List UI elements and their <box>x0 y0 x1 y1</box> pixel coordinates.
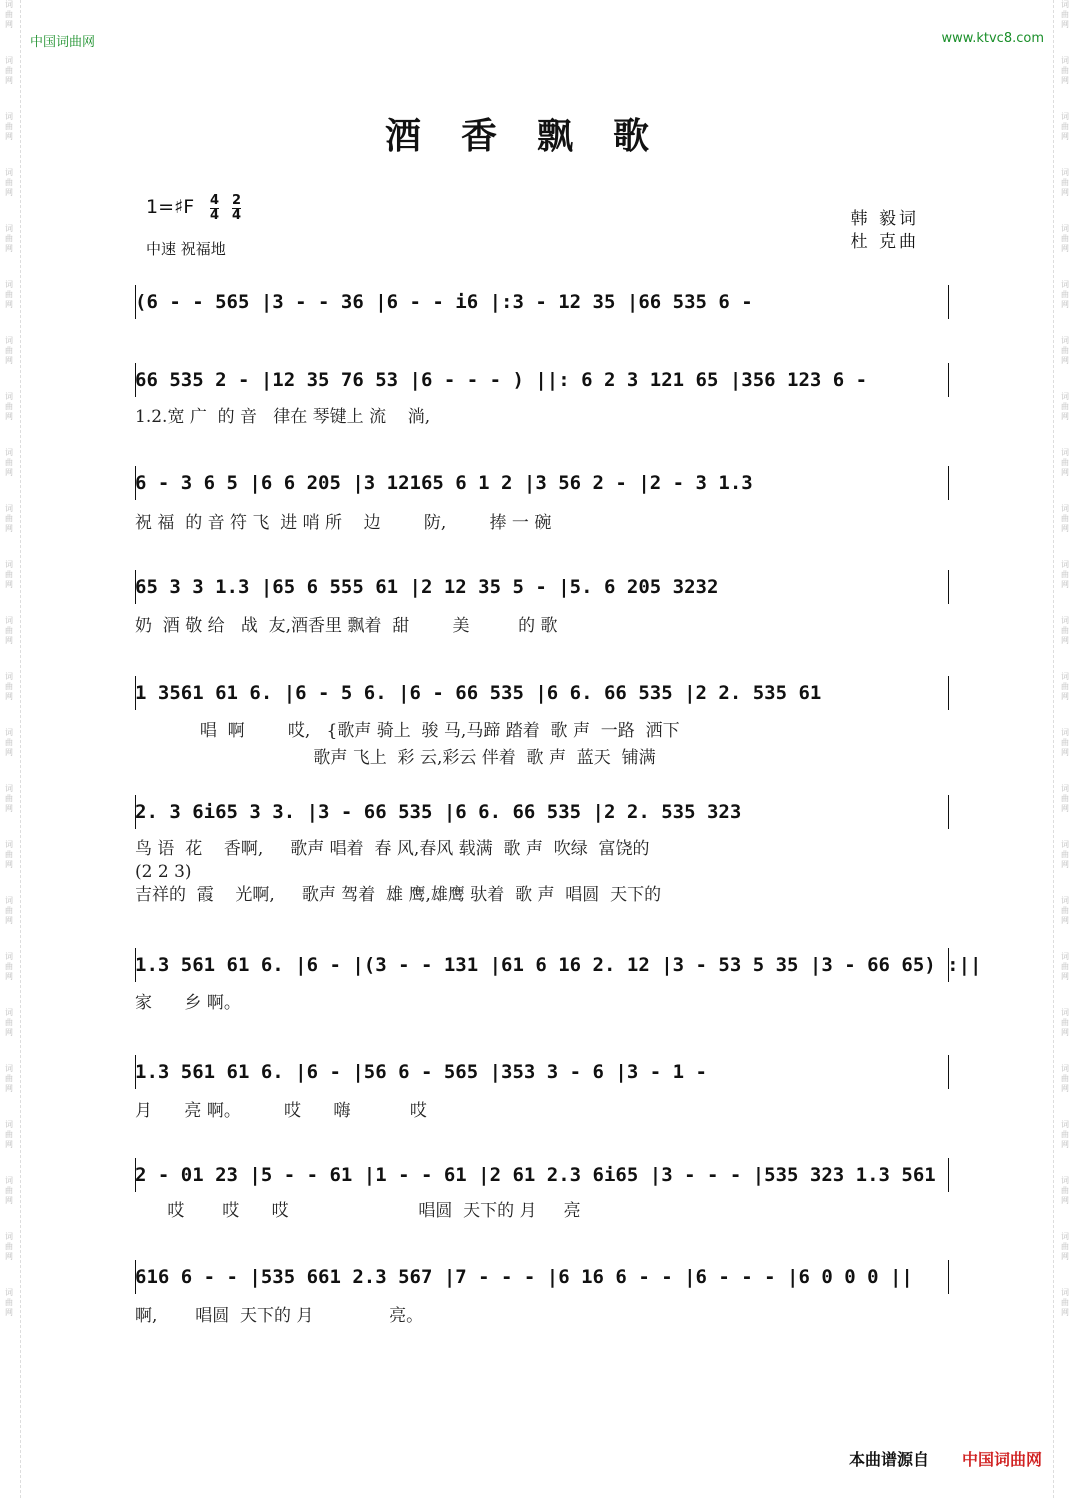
lyric-row-alt: 吉祥的 霞 光啊, 歌声 驾着 雄 鹰,雄鹰 驮着 歌 声 唱圆 天下的 <box>135 885 662 905</box>
left-watermark-column <box>2 0 16 1498</box>
lyric-row-variant: (2 2 3) <box>135 862 192 882</box>
site-url-right[interactable]: www.ktvc8.com <box>941 31 1044 46</box>
time-sig-bottom: 4 <box>210 208 220 223</box>
watermark-text: 词 曲 网 <box>5 1288 13 1317</box>
watermark-text: 词 曲 网 <box>1061 112 1069 141</box>
watermark-text: 词 曲 网 <box>5 952 13 981</box>
watermark-text: 词 曲 网 <box>1061 1176 1069 1205</box>
watermark-text: 词 曲 网 <box>5 784 13 813</box>
song-title: 酒香飘歌 <box>384 115 689 157</box>
key-signature: 1=♯F <box>146 196 195 218</box>
notation-row: 2 - 01 23 |5 - - 61 |1 - - 61 |2 61 2.3 6i65 |3 - - - |535 323 1.3 561 <box>135 1164 936 1186</box>
watermark-text: 词 曲 网 <box>1061 672 1069 701</box>
right-margin-rule <box>1053 0 1054 1498</box>
watermark-text: 词 曲 网 <box>1061 224 1069 253</box>
watermark-text: 词 曲 网 <box>5 392 13 421</box>
notation-row: 65 3 3 1.3 |65 6 555 61 |2 12 35 5 - |5. 6 205 3232 <box>135 576 719 598</box>
watermark-text: 词 曲 网 <box>5 1176 13 1205</box>
watermark-text: 词 曲 网 <box>1061 392 1069 421</box>
time-signature-2-4 <box>232 194 241 223</box>
watermark-text: 词 曲 网 <box>1061 280 1069 309</box>
watermark-text: 词 曲 网 <box>5 504 13 533</box>
time-sig-top: 4 <box>210 193 220 208</box>
notation-row: 2. 3 6i65 3 3. |3 - 66 535 |6 6. 66 535 |2 2. 535 323 <box>135 801 742 823</box>
watermark-text: 词 曲 网 <box>5 448 13 477</box>
watermark-text: 词 曲 网 <box>1061 336 1069 365</box>
watermark-text: 词 曲 网 <box>5 672 13 701</box>
watermark-text: 词 曲 网 <box>1061 784 1069 813</box>
watermark-text: 词 曲 网 <box>1061 448 1069 477</box>
notation-row: 1.3 561 61 6. |6 - |56 6 - 565 |353 3 - 6 |3 - 1 - <box>135 1061 707 1083</box>
composer-credit: 杜 克曲 <box>850 232 919 252</box>
watermark-text: 词 曲 网 <box>5 1064 13 1093</box>
watermark-text: 词 曲 网 <box>1061 1288 1069 1317</box>
notation-row: 616 6 - - |535 661 2.3 567 |7 - - - |6 16 6 - - |6 - - - |6 0 0 0 || <box>135 1266 913 1288</box>
watermark-text: 词 曲 网 <box>5 728 13 757</box>
watermark-text: 词 曲 网 <box>1061 504 1069 533</box>
lyric-row: 啊, 唱圆 天下的 月 亮。 <box>135 1306 424 1326</box>
lyric-row: 奶 酒 敬 给 战 友,酒香里 飘着 甜 美 的 歌 <box>135 616 558 636</box>
watermark-text: 词 曲 网 <box>5 336 13 365</box>
watermark-text: 词 曲 网 <box>1061 896 1069 925</box>
time-sig-top: 2 <box>232 193 242 208</box>
site-name-left[interactable]: 中国词曲网 <box>30 35 96 50</box>
watermark-text: 词 曲 网 <box>5 224 13 253</box>
watermark-text: 词 曲 网 <box>1061 728 1069 757</box>
left-margin-rule <box>20 0 21 1498</box>
notation-row: 66 535 2 - |12 35 76 53 |6 - - - ) ||: 6 2 3 121 65 |356 123 6 - <box>135 369 868 391</box>
tempo-marking: 中速 祝福地 <box>146 240 226 258</box>
watermark-text: 词 曲 网 <box>1061 1064 1069 1093</box>
lyric-row: 鸟 语 花 香啊, 歌声 唱着 春 风,春风 载满 歌 声 吹绿 富饶的 <box>135 839 650 859</box>
watermark-text: 词 曲 网 <box>1061 1232 1069 1261</box>
watermark-text: 词 曲 网 <box>5 280 13 309</box>
watermark-text: 词 曲 网 <box>1061 1008 1069 1037</box>
lyric-row: 祝 福 的 音 符 飞 进 哨 所 边 防, 捧 一 碗 <box>135 513 552 533</box>
watermark-text: 词 曲 网 <box>5 1232 13 1261</box>
watermark-text: 词 曲 网 <box>5 1008 13 1037</box>
watermark-text: 词 曲 网 <box>5 896 13 925</box>
watermark-text: 词 曲 网 <box>1061 56 1069 85</box>
right-watermark-column <box>1058 0 1072 1498</box>
watermark-text: 词 曲 网 <box>1061 840 1069 869</box>
watermark-text: 词 曲 网 <box>5 0 13 29</box>
watermark-text: 词 曲 网 <box>1061 1120 1069 1149</box>
source-brand-link[interactable]: 中国词曲网 <box>961 1450 1042 1469</box>
watermark-text: 词 曲 网 <box>5 56 13 85</box>
watermark-text: 词 曲 网 <box>5 616 13 645</box>
lyric-row: 唱 啊 哎, {歌声 骑上 骏 马,马蹄 踏着 歌 声 一路 洒下 <box>135 721 680 741</box>
watermark-text: 词 曲 网 <box>5 840 13 869</box>
lyric-row: 家 乡 啊。 <box>135 993 241 1013</box>
time-signature-4-4 <box>210 194 219 223</box>
lyric-row: 1.2.宽 广 的 音 律在 琴键上 流 淌, <box>135 407 431 427</box>
watermark-text: 词 曲 网 <box>1061 952 1069 981</box>
watermark-text: 词 曲 网 <box>5 112 13 141</box>
watermark-text: 词 曲 网 <box>1061 560 1069 589</box>
watermark-text: 词 曲 网 <box>5 1120 13 1149</box>
time-sig-bottom: 4 <box>232 208 242 223</box>
lyric-row-alt: 歌声 飞上 彩 云,彩云 伴着 歌 声 蓝天 铺满 <box>135 748 656 768</box>
watermark-text: 词 曲 网 <box>1061 616 1069 645</box>
lyric-row: 哎 哎 哎 唱圆 天下的 月 亮 <box>135 1201 581 1221</box>
source-label: 本曲谱源自 <box>848 1450 929 1469</box>
watermark-text: 词 曲 网 <box>1061 0 1069 29</box>
notation-row: (6 - - 565 |3 - - 36 |6 - - i6 |:3 - 12 35 |66 535 6 - <box>135 291 753 313</box>
watermark-text: 词 曲 网 <box>5 168 13 197</box>
watermark-text: 词 曲 网 <box>1061 168 1069 197</box>
notation-row: 6 - 3 6 5 |6 6 205 |3 12165 6 1 2 |3 56 2 - |2 - 3 1.3 <box>135 472 753 494</box>
notation-row: 1.3 561 61 6. |6 - |(3 - - 131 |61 6 16 2. 12 |3 - 53 5 35 |3 - 66 65) :|| <box>135 954 982 976</box>
lyricist-credit: 韩 毅词 <box>850 209 919 229</box>
notation-row: 1 3561 61 6. |6 - 5 6. |6 - 66 535 |6 6. 66 535 |2 2. 535 61 <box>135 682 822 704</box>
watermark-text: 词 曲 网 <box>5 560 13 589</box>
lyric-row: 月 亮 啊。 哎 嗨 哎 <box>135 1101 427 1121</box>
